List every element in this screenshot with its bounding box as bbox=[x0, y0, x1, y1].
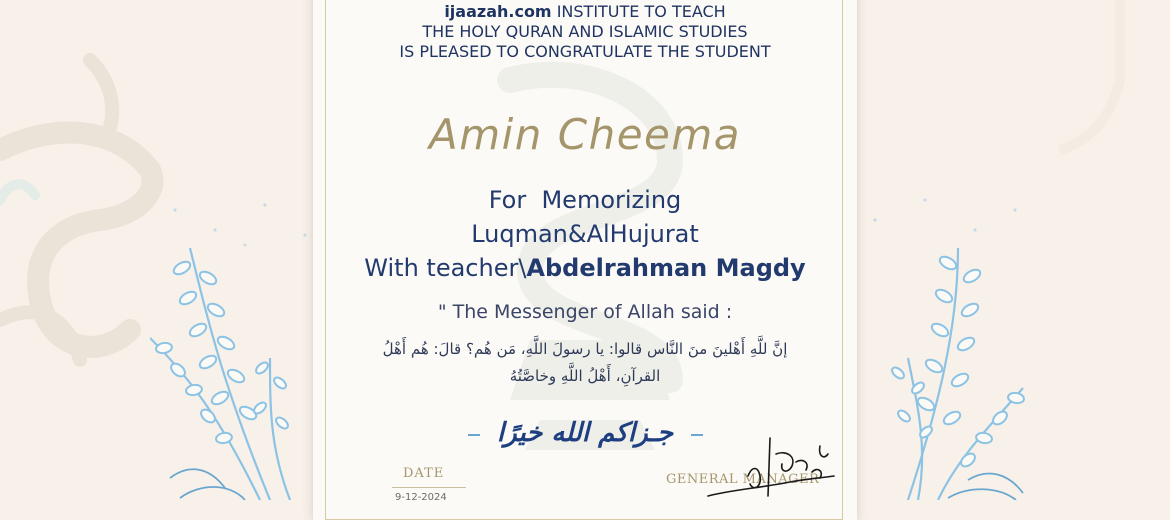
date-value: 9-12-2024 bbox=[395, 492, 447, 503]
quote-intro: " The Messenger of Allah said : bbox=[437, 301, 733, 323]
hadith-line-2: القرآنِ، أَهْلُ اللَّهِ وخاصَّتُهُ bbox=[509, 367, 661, 385]
general-manager-label: GENERAL MANAGER bbox=[666, 472, 820, 487]
student-name: Amin Cheema bbox=[428, 110, 742, 159]
header-line-1 bbox=[313, 2, 857, 22]
teacher-name: Abdelrahman Magdy bbox=[526, 254, 806, 282]
header-line-3: IS PLEASED TO CONGRATULATE THE STUDENT bbox=[399, 42, 771, 61]
hadith-line-1: إنَّ للَّهِ أَهْلينَ منَ النَّاس قالوا: يا رسولَ اللَّهِ، مَن هُم؟ قالَ: هُم أَهْلُ bbox=[382, 340, 788, 358]
fern-decoration-left bbox=[150, 248, 325, 500]
date-underline bbox=[392, 487, 466, 488]
fern-decoration-right bbox=[848, 248, 1038, 500]
dua-calligraphy: جـزاكم الله خيرًا bbox=[496, 418, 674, 448]
certificate-header bbox=[313, 2, 857, 62]
date-label: DATE bbox=[403, 466, 445, 481]
dots-decoration-right bbox=[845, 190, 1035, 250]
teacher-line bbox=[313, 251, 857, 285]
achievement-block bbox=[313, 183, 857, 285]
dots-decoration-left bbox=[155, 190, 325, 250]
teacher-prefix: With teacher\ bbox=[364, 254, 527, 282]
header-line-2: THE HOLY QURAN AND ISLAMIC STUDIES bbox=[422, 22, 748, 41]
signature bbox=[700, 436, 840, 500]
site-name: ijaazah.com bbox=[444, 2, 552, 21]
header-line-1-rest: INSTITUTE TO TEACH bbox=[551, 2, 726, 21]
achievement-line-2: Luqman&AlHujurat bbox=[471, 220, 699, 248]
achievement-line-1: For Memorizing bbox=[488, 186, 682, 214]
hadith-text bbox=[340, 336, 830, 390]
